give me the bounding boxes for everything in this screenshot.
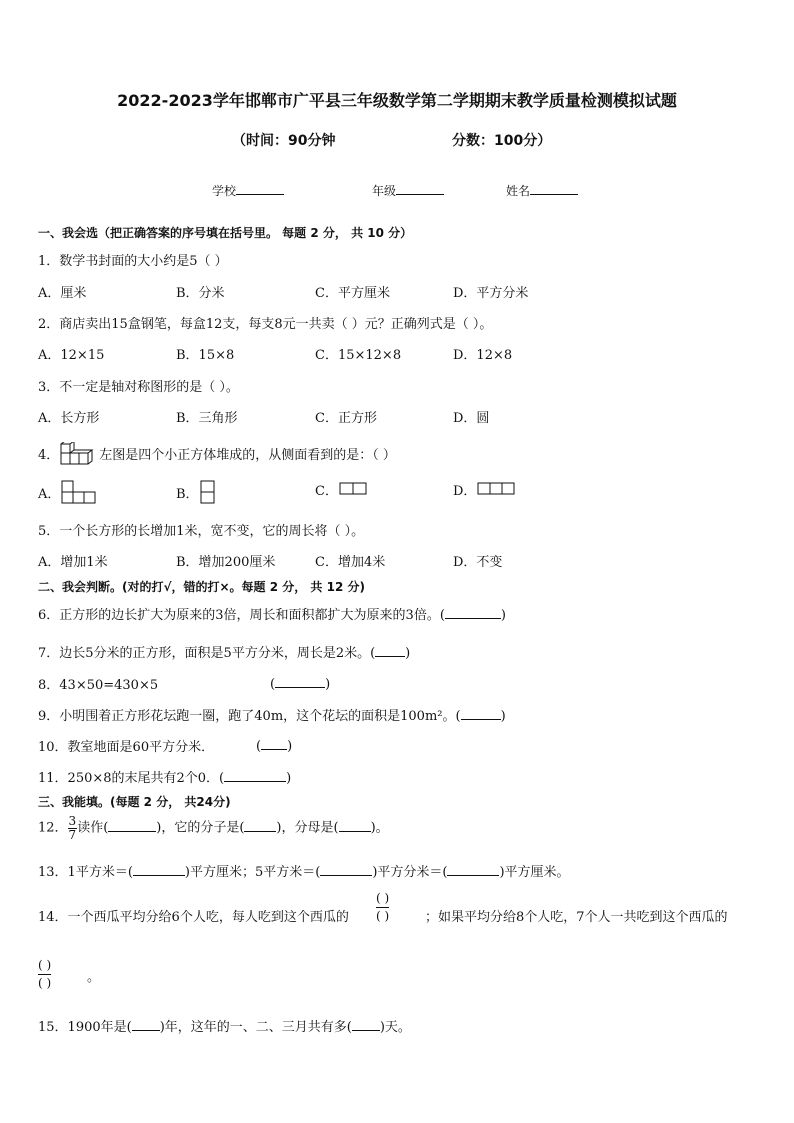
q13-end: )平方厘米。 <box>499 865 570 880</box>
q13-text: 13．1平方米＝( <box>38 865 133 880</box>
fraction-denominator: 7 <box>68 827 77 842</box>
q11-text: 11．250×8的末尾共有2个0．( <box>38 771 225 786</box>
q12-mid2: )，分母是( <box>276 820 339 836</box>
q10-answer-blank[interactable] <box>261 736 287 750</box>
school-label: 学校 <box>212 184 237 198</box>
q15-end: )天。 <box>379 1020 411 1035</box>
q4-text: 左图是四个小正方体堆成的，从侧面看到的是：（ ） <box>99 448 396 463</box>
question-9 <box>38 705 506 724</box>
q4-option-d-figure <box>476 481 518 497</box>
q10-answer <box>256 736 292 754</box>
q12-numerator-blank[interactable] <box>244 818 276 832</box>
q14-f1-den: ( ) <box>376 909 390 923</box>
q12-end: )。 <box>370 820 389 836</box>
q9-text: 9．小明围着正方形花坛跑一圈，跑了40m，这个花坛的面积是100m²。( <box>38 709 461 724</box>
question-8: 8．43×50=430×5 <box>38 678 159 693</box>
name-label: 姓名 <box>506 184 531 198</box>
q4-option-b[interactable] <box>176 480 217 504</box>
question-6 <box>38 604 506 623</box>
q4-option-c[interactable] <box>315 480 370 499</box>
q11-answer-blank[interactable] <box>224 768 286 782</box>
q3-option-c[interactable]: C．正方形 <box>315 411 377 426</box>
q14-text-2: ；如果平均分给8个人吃，7个人一共吃到这个西瓜的 <box>425 910 728 925</box>
q3-option-d[interactable]: D．圆 <box>453 411 490 426</box>
question-1: 1．数学书封面的大小约是5（ ） <box>38 254 228 269</box>
q12-text: 读作( <box>77 820 109 836</box>
section-3-heading: 三、我能填。(每题 2 分， 共24分) <box>38 795 231 809</box>
q4-option-a-figure <box>60 480 98 504</box>
q4-option-a-label: A． <box>38 487 61 502</box>
q6-answer-blank[interactable] <box>445 605 501 619</box>
q7-text: 7．边长5分米的正方形，面积是5平方分米，周长是2米。( <box>38 646 376 661</box>
q12-mid: )，它的分子是( <box>156 820 245 836</box>
q6-text: 6．正方形的边长扩大为原来的3倍，周长和面积都扩大为原来的3倍。( <box>38 608 445 623</box>
q9-answer-blank[interactable] <box>461 706 501 720</box>
section-2-heading: 二、我会判断。(对的打√，错的打×。每题 2 分， 共 12 分) <box>38 580 365 594</box>
stacked-cubes-figure <box>59 442 99 466</box>
q14-fraction-blank-1[interactable] <box>376 890 389 925</box>
q10-open: ( <box>256 739 262 754</box>
q13-blank-3[interactable] <box>447 862 499 876</box>
q12-number: 12． <box>38 820 68 836</box>
grade-field[interactable] <box>372 182 444 199</box>
q4-option-c-figure <box>338 481 370 497</box>
q15-mid: )年，这年的一、二、三月共有多( <box>159 1020 352 1035</box>
q2-option-c[interactable]: C．15×12×8 <box>315 348 402 363</box>
q5-option-b[interactable]: B．增加200厘米 <box>176 555 276 570</box>
q4-option-c-label: C． <box>315 484 338 499</box>
q7-close: ) <box>405 646 411 661</box>
q13-p2: )平方分米＝( <box>372 865 448 880</box>
question-2: 2．商店卖出15盒钢笔，每盒12支，每支8元一共卖（ ）元？正确列式是（ ）。 <box>38 317 493 332</box>
q14-fraction-blank-2[interactable] <box>38 957 51 992</box>
page-title: 2022-2023学年邯郸市广平县三年级数学第二学期期末教学质量检测模拟试题 <box>117 91 677 110</box>
question-13 <box>38 861 570 880</box>
question-3: 3．不一定是轴对称图形的是（ ）。 <box>38 380 239 395</box>
school-blank[interactable] <box>236 182 284 195</box>
q11-close: ) <box>286 771 292 786</box>
q2-option-b[interactable]: B．15×8 <box>176 348 235 363</box>
q8-answer-blank[interactable] <box>275 674 325 688</box>
q3-option-a[interactable]: A．长方形 <box>38 411 100 426</box>
q5-option-a[interactable]: A．增加1米 <box>38 555 108 570</box>
q1-option-a[interactable]: A．厘米 <box>38 286 87 301</box>
grade-label: 年级 <box>372 184 397 198</box>
question-15 <box>38 1016 411 1035</box>
grade-blank[interactable] <box>396 182 444 195</box>
q1-option-d[interactable]: D．平方分米 <box>453 286 529 301</box>
exam-score: 分数：100分） <box>452 133 552 149</box>
q4-number: 4． <box>38 448 60 463</box>
q4-option-d-label: D． <box>453 484 477 499</box>
q12-read-blank[interactable] <box>108 818 156 832</box>
q13-blank-1[interactable] <box>133 862 185 876</box>
question-4 <box>38 442 396 466</box>
q2-option-a[interactable]: A．12×15 <box>38 348 105 363</box>
question-14: 14．一个西瓜平均分给6个人吃，每人吃到这个西瓜的 <box>38 910 349 925</box>
q14-f2-num: ( ) <box>38 957 51 975</box>
q7-answer-blank[interactable] <box>375 643 405 657</box>
question-5: 5．一个长方形的长增加1米，宽不变，它的周长将（ ）。 <box>38 524 365 539</box>
q14-f2-den: ( ) <box>38 976 52 990</box>
q12-denominator-blank[interactable] <box>339 818 371 832</box>
q1-option-c[interactable]: C．平方厘米 <box>315 286 390 301</box>
q8-close: ) <box>325 677 331 692</box>
q5-option-c[interactable]: C．增加4米 <box>315 555 386 570</box>
q6-close: ) <box>500 608 506 623</box>
q1-option-b[interactable]: B．分米 <box>176 286 225 301</box>
q13-p1: )平方厘米；5平方米＝( <box>184 865 321 880</box>
q4-option-a[interactable] <box>38 480 98 504</box>
question-10: 10．教室地面是60平方分米． <box>38 740 215 755</box>
fraction-numerator: 3 <box>68 814 77 828</box>
school-field[interactable] <box>212 182 284 199</box>
q14-f1-num: ( ) <box>376 890 389 908</box>
question-11 <box>38 767 291 786</box>
q8-answer <box>270 674 330 692</box>
name-blank[interactable] <box>530 182 578 195</box>
q10-close: ) <box>287 739 293 754</box>
q2-option-d[interactable]: D．12×8 <box>453 348 513 363</box>
question-7 <box>38 642 410 661</box>
q13-blank-2[interactable] <box>320 862 372 876</box>
exam-time: （时间：90分钟 <box>232 133 336 149</box>
q14-end: 。 <box>87 970 101 985</box>
q4-option-b-label: B． <box>176 487 199 502</box>
q4-option-b-figure <box>199 480 217 504</box>
question-12 <box>38 815 389 841</box>
q15-blank-2[interactable] <box>352 1017 380 1031</box>
q8-open: ( <box>270 677 276 692</box>
q5-option-d[interactable]: D．不变 <box>453 555 503 570</box>
q9-close: ) <box>500 709 506 724</box>
q3-option-b[interactable]: B．三角形 <box>176 411 238 426</box>
q15-blank-1[interactable] <box>132 1017 160 1031</box>
section-1-heading: 一、我会选（把正确答案的序号填在括号里。 每题 2 分， 共 10 分） <box>38 226 413 240</box>
fraction-3-7 <box>68 815 78 841</box>
name-field[interactable] <box>506 182 578 199</box>
q15-text: 15．1900年是( <box>38 1020 132 1035</box>
q4-option-d[interactable] <box>453 480 518 499</box>
